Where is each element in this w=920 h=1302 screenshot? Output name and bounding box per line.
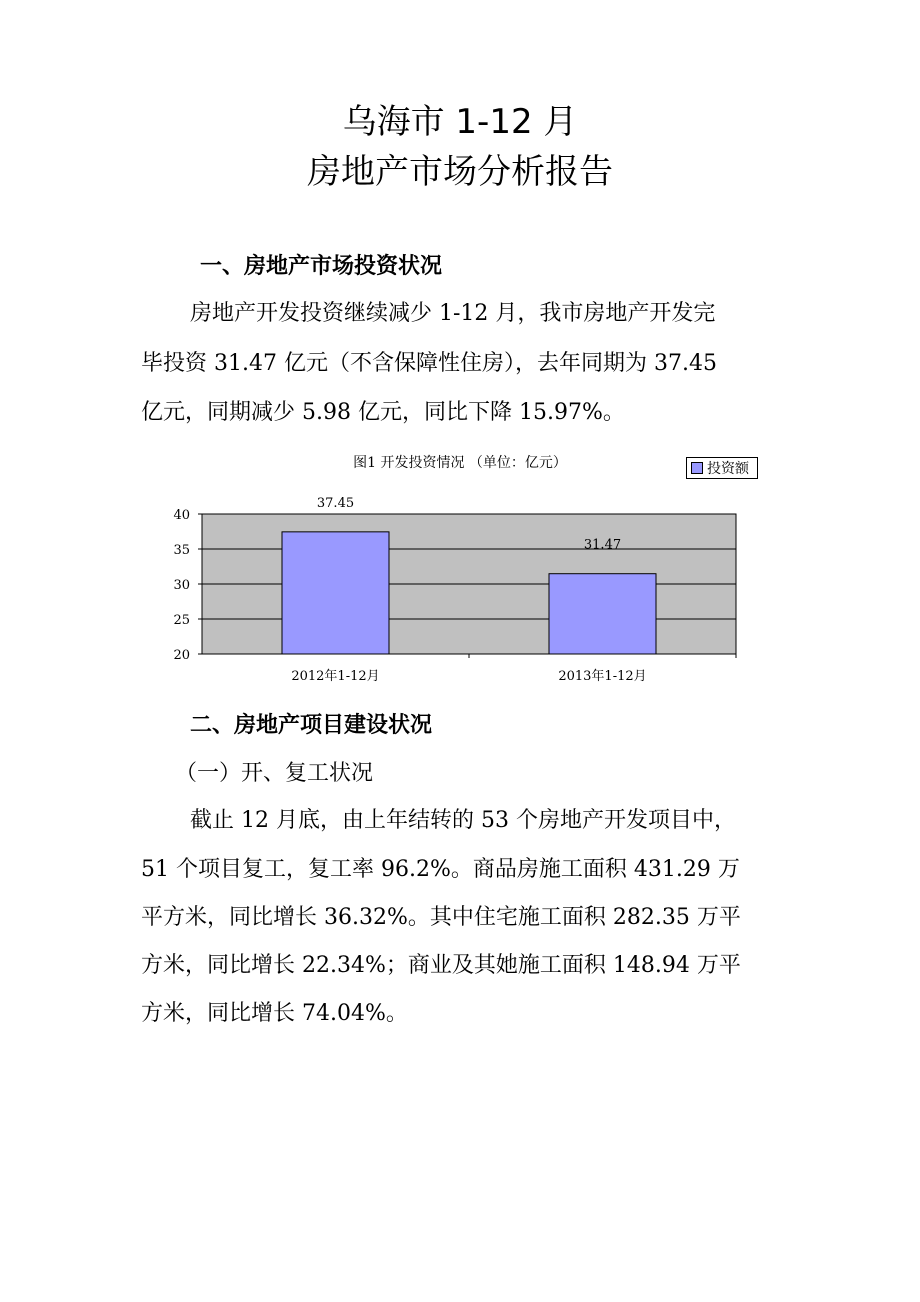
section1-heading: 一、房地产市场投资状况 [200,254,443,279]
chart-title: 图1 开发投资情况 （单位：亿元） [353,455,567,471]
document-title-line1: 乌海市 1-12 月 [342,102,578,142]
bar-value-label: 31.47 [583,537,622,553]
section2-heading: 二、房地产项目建设状况 [190,713,433,738]
bar [282,532,389,654]
y-tick-label: 25 [173,613,190,628]
y-tick-label: 20 [173,648,190,663]
y-tick-label: 30 [173,578,190,593]
section2-subheading: （一）开、复工状况 [175,761,374,786]
section2-line-4: 方米，同比增长 22.34%；商业及其她施工面积 148.94 万平 [141,953,741,978]
bar-value-label: 37.45 [316,495,355,511]
y-tick-label: 35 [173,543,190,558]
section1-line-3: 亿元，同期减少 5.98 亿元，同比下降 15.97%。 [141,400,625,425]
section1-line-2: 毕投资 31.47 亿元（不含保障性住房），去年同期为 37.45 [141,351,717,376]
section2-line-1: 截止 12 月底，由上年结转的 53 个房地产开发项目中， [190,808,736,833]
x-category-label: 2013年1-12月 [558,669,647,684]
section2-line-2: 51 个项目复工，复工率 96.2%。商品房施工面积 431.29 万 [141,857,740,882]
x-category-label: 2012年1-12月 [291,669,380,684]
y-tick-label: 40 [173,508,190,523]
bar [549,574,656,654]
legend-label: 投资额 [707,461,749,477]
section2-line-3: 平方米，同比增长 36.32%。其中住宅施工面积 282.35 万平 [141,905,741,930]
section1-line-1: 房地产开发投资继续减少 1-12 月，我市房地产开发完 [190,301,716,326]
section2-line-5: 方米，同比增长 74.04%。 [141,1001,408,1026]
document-title-line2: 房地产市场分析报告 [307,152,613,192]
